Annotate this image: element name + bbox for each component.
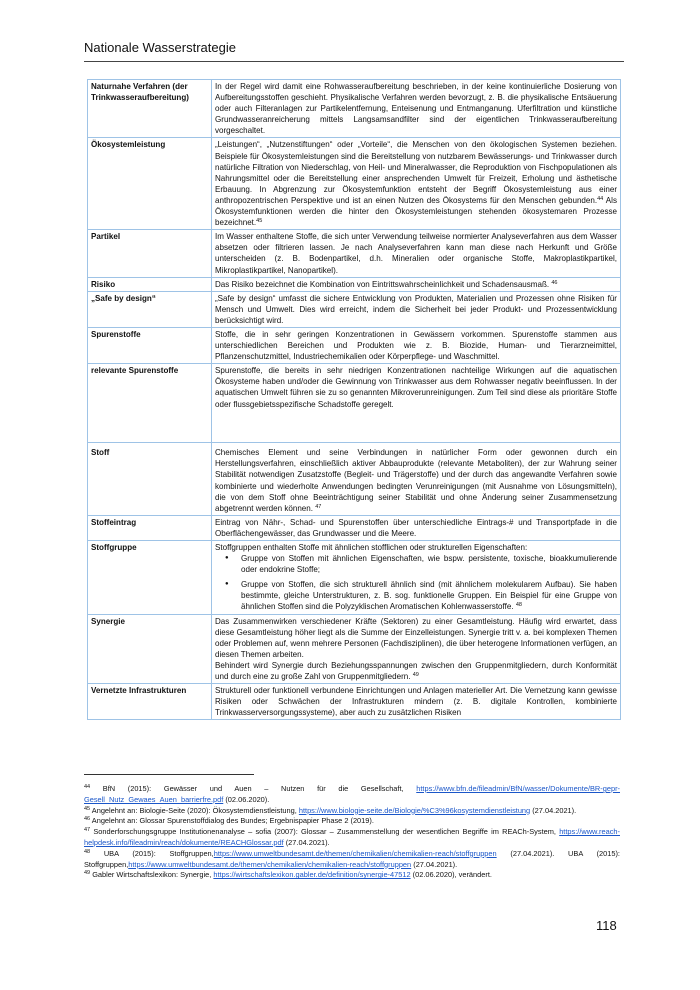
footnote-text: Sonderforschungsgruppe Institutionenanalyse – sofia (2007): Glossar – Zusammenstellung der wesentlichen Begriffe im REACh-System, [93, 827, 556, 837]
term-cell: Partikel [88, 230, 212, 277]
term-cell: relevante Spurenstoffe [88, 364, 212, 443]
footnotes [84, 784, 620, 881]
table-row [88, 541, 621, 615]
definition-cell [212, 541, 621, 615]
footnote-number: 44 [84, 784, 91, 790]
definition-cell: Eintrag von Nähr-, Schad- und Spurenstoffen über unterschiedliche Eintrags-# und Transportpfade in die Oberflächengewässer, das Grundwasser und die Meere. [212, 515, 621, 540]
table-row [88, 230, 621, 277]
definition-text: Stoffgruppen enthalten Stoffe mit ähnlichen stofflichen oder strukturellen Eigenschaften: [215, 543, 528, 552]
term-cell: Stoffgruppe [88, 541, 212, 615]
table-row [88, 684, 621, 720]
footnote-text: BfN (2015): Gewässer und Auen – Nutzen für die Gesellschaft, [102, 784, 404, 793]
term-cell: Spurenstoffe [88, 327, 212, 363]
footnote-text: UBA (2015): Stoffgruppen, [103, 848, 214, 858]
table-row [88, 327, 621, 363]
definition-text: „Leistungen“, „Nutzenstiftungen“ oder „Vorteile“, die Menschen von den ökologischen Systemen beziehen. Beispiele für Ökosystemleistungen sind die Bereitstellung von nutzbarem Bewässerungs- und Trinkwasser durch natürliche Filtration von Niederschlag, von Heil- und Mineralwasser, die Reproduktion von Fischpopulationen als Nahrungsmittel oder die Bereitstellung einer ansprechenden Umwelt für Freizeit, Erholung und ästhetische Erbauung. In Abgrenzung zur Ökosystemfunktion entsteht der Begriff Ökosystemleistung aus einer anthropozentrischen Perspektive und ist an einen Nutzen des Ökosystems für den Menschen gebunden. [215, 140, 617, 205]
term-cell: „Safe by design“ [88, 291, 212, 327]
definition-cell: Strukturell oder funktionell verbundene Einrichtungen und Anlagen materieller Art. Die Vernetzung kann gewisse Risiken oder Schwächen der Infrastrukturen mindern (z. B. digitale Kontrollen, kombinierte Trinkwasserversorgungssysteme), aber auch zu zusätzlichen Risiken [212, 684, 621, 720]
term-cell: Vernetzte Infrastrukturen [88, 684, 212, 720]
footnote-text: Angelehnt an: Biologie-Seite (2020): Ökosystemdienstleistung, [91, 805, 297, 815]
list-item: ● Gruppe von Stoffen mit ähnlichen Eigenschaften, wie bspw. persistente, toxische, bioakkumulierende oder endokrine Stoffe; [241, 553, 617, 575]
footnote-ref[interactable]: 46 [551, 279, 558, 286]
footnote-date: (27.04.2021). UBA (2015): Stoffgruppen, [84, 848, 620, 869]
footnote-number: 48 [84, 848, 91, 855]
footnote-date: (02.06.2020), verändert. [412, 870, 492, 880]
definition-cell: Im Wasser enthaltene Stoffe, die sich unter Verwendung teilweise normierter Analyseverfahren aus dem Wasser absetzen oder filtrieren lassen. Je nach Analyseverfahren kann man diese nach Herkunft und Größe unterscheiden (z. B. Bodenpartikel, d.h. Mineralien oder organische Stoffe, Makroplastikpartikel, Mikroplastikpartikel, Nanopartikel). [212, 230, 621, 277]
definition-cell [212, 614, 621, 684]
table-row [88, 443, 621, 516]
definition-cell: In der Regel wird damit eine Rohwasseraufbereitung beschrieben, in der keine kontinuierliche Dosierung von Aufbereitungsstoffen geschieht. Physikalische Verfahren werden bevorzugt, z. B. die physikalische Entsäuerung oder auch Filteranlagen zur Partikelentfernung, Enteisenung und Entmanganung. Uferfiltration und künstliche Grundwasseranreicherung mittels Langsamsandfilter sind der eigentlichen Trinkwasseraufbereitung vorgeschaltet. [212, 80, 621, 138]
footnote-date: (27.04.2021). [285, 837, 330, 847]
footnote-date: (02.06.2020). [225, 794, 270, 804]
footnote [84, 827, 620, 849]
list-item-text: Gruppe von Stoffen, die sich strukturell ähnlich sind (mit ähnlichem molekularem Aufbau). Sie haben bestimmte, gleiche Unterstrukturen, z. B. sog. funktionelle Gruppen. Ein Beispiel für eine Gruppe von ähnlichen Stoffen sind die Polyzyklischen Aromatischen Kohlenwasserstoffe. [241, 580, 617, 612]
table-row [88, 291, 621, 327]
footnote-text: Angelehnt an: Glossar Spurenstoffdialog des Bundes; Ergebnispapier Phase 2 (2019). [91, 816, 374, 826]
definition-cell [212, 138, 621, 230]
table-row [88, 364, 621, 443]
term-cell: Stoff [88, 443, 212, 516]
list-item [241, 579, 617, 612]
footnote-number: 46 [84, 816, 91, 823]
table-row [88, 277, 621, 291]
definition-text: Chemisches Element und seine Verbindungen in natürlicher Form oder gewonnen durch ein Herstellungsverfahren, einschließlich aktiver Abbauprodukte (relevante Metaboliten), der zur Wahrung seiner Stabilität notwendigen Zusatzstoffe (Begleit- und Trägerstoffe) und der durch das angewandte Verfahren sowie kombinierte und wiederholte Anwendungen bedingten Verunreinigungen (mit Ausnahme von Lösungsmitteln), die von dem Stoff ohne Beeinträchtigung seiner Stabilität und ohne Änderung seiner Zusammensetzung abgetrennt werden können. [215, 448, 617, 513]
footnote [84, 806, 620, 817]
footnote-ref[interactable]: 47 [315, 503, 322, 510]
footnote-link[interactable]: https://wirtschaftslexikon.gabler.de/definition/synergie-47512 [213, 870, 411, 880]
footnote [84, 870, 620, 881]
bullet-list [215, 553, 617, 612]
footnote [84, 849, 620, 871]
footnote-link[interactable]: https://www.biologie-seite.de/Biologie/%C3%96kosystemdienstleistung [298, 805, 531, 815]
definition-text: Als Ökosystemfunktionen werden die hinter den Ökosystemleistungen stehenden ökosystemaren Prozesse bezeichnet. [215, 195, 617, 228]
footnote-text: Gabler Wirtschaftslexikon: Synergie, [92, 870, 212, 880]
footnote-link[interactable]: https://www.bfn.de/fileadmin/BfN/wasser/Dokumente/BR-gepr-Gesell_Nutz_Gewaes_Auen_barrierfre.pdf [84, 784, 620, 804]
footnote-link[interactable]: https://www.umweltbundesamt.de/themen/chemikalien/chemikalien-reach/stoffgruppen [213, 848, 497, 858]
definition-cell: „Safe by design“ umfasst die sichere Entwicklung von Produkten, Materialien und Prozessen ohne Risiken für Mensch und Umwelt. Dies wird erreicht, indem die Sicherheit bei jeder Produkt- und Prozessentwicklung berücksichtigt wird. [212, 291, 621, 327]
definition-cell [212, 277, 621, 291]
footnote-ref[interactable]: 45 [256, 218, 263, 225]
page-title: Nationale Wasserstrategie [84, 40, 236, 55]
definition-text: Das Risiko bezeichnet die Kombination von Eintrittswahrscheinlichkeit und Schadensausmaß. [215, 279, 550, 289]
definition-text-2: Behindert wird Synergie durch Beziehungsspannungen zwischen den Gruppenmitgliedern, durch Konformität und durch eine zu große Zahl von Gruppenmitgliedern. [215, 660, 617, 682]
footnote-link-2[interactable]: https://www.umweltbundesamt.de/themen/chemikalien/chemikalien-reach/stoffgruppen [128, 859, 412, 869]
table-row [88, 614, 621, 684]
footnote-link[interactable]: https://www.reach-helpdesk.info/fileadmin/reach/dokumente/REACHGlossar.pdf [84, 827, 620, 847]
page-number: 118 [596, 918, 617, 933]
term-cell: Risiko [88, 277, 212, 291]
footnote-number: 45 [84, 805, 91, 812]
glossary-table [87, 79, 621, 720]
table-row [88, 80, 621, 138]
page-header [84, 40, 624, 62]
footnote-number: 47 [84, 827, 91, 834]
footnote [84, 784, 620, 806]
definition-cell: Spurenstoffe, die bereits in sehr niedrigen Konzentrationen nachteilige Wirkungen auf die aquatischen Ökosysteme haben und/oder die Gewinnung von Trinkwasser aus dem Rohwasser negativ beeinflussen. In der aquatischen Umwelt führen sie zu so genannten Mikroverunreinigungen. Zum Teil sind diese als prioritäre Stoffe oder flussgebietsspezifische Schadstoffe geregelt. [212, 364, 621, 443]
footnote-ref[interactable]: 44 [597, 195, 604, 202]
footnote-number: 49 [84, 870, 91, 877]
term-cell: Naturnahe Verfahren (der Trinkwasseraufbereitung) [88, 80, 212, 138]
definition-cell [212, 443, 621, 516]
term-cell: Ökosystemleistung [88, 138, 212, 230]
table-row [88, 138, 621, 230]
footnote [84, 816, 620, 827]
footnote-divider [84, 774, 254, 775]
definition-cell: Stoffe, die in sehr geringen Konzentrationen in Gewässern vorkommen. Spurenstoffe stammen aus unterschiedlichen Bereichen und Produkten wie z. B. Biozide, Human- und Tierarzneimittel, Pflanzenschutzmittel, Industriechemikalien oder Körperpflege- und Waschmittel. [212, 327, 621, 363]
definition-text: Das Zusammenwirken verschiedener Kräfte (Sektoren) zu einer Gesamtleistung. Häufig wird erwartet, dass diese Gesamtleistung höher liegt als die Summe der Einzelleistungen. Synergie tritt v. a. bei komplexen Themen oder Problemen auf, wenn mehrere Personen (Fachdisziplinen), die über heterogene Informationen verfügen, an diesen Themen arbeiten. [215, 616, 617, 659]
term-cell: Synergie [88, 614, 212, 684]
term-cell: Stoffeintrag [88, 515, 212, 540]
footnote-ref[interactable]: 48 [515, 602, 522, 609]
footnote-ref[interactable]: 49 [412, 672, 419, 679]
footnote-date-2: (27.04.2021). [413, 859, 458, 869]
definition-text [215, 660, 617, 682]
table-row [88, 515, 621, 540]
footnote-date: (27.04.2021). [532, 805, 577, 815]
